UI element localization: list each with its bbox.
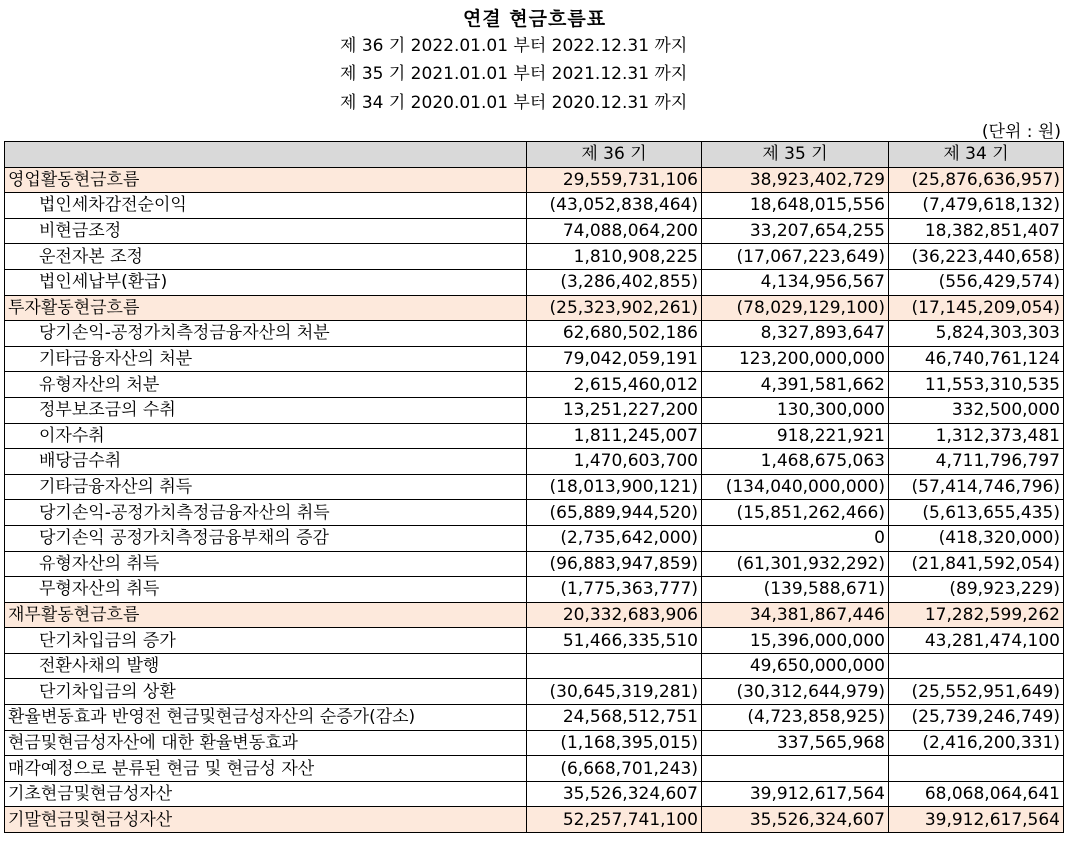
value-34: 46,740,761,124 (889, 346, 1064, 372)
value-34: (17,145,209,054) (889, 295, 1064, 321)
value-34: 4,711,796,797 (889, 449, 1064, 475)
table-row (5, 551, 1064, 577)
value-35: (30,312,644,979) (702, 679, 889, 705)
value-35 (702, 756, 889, 782)
value-35: 18,648,015,556 (702, 193, 889, 219)
table-row (5, 474, 1064, 500)
value-36: (30,645,319,281) (527, 679, 702, 705)
value-36: 51,466,335,510 (527, 628, 702, 654)
value-36: 1,811,245,007 (527, 423, 702, 449)
value-36: (6,668,701,243) (527, 756, 702, 782)
value-35: 4,134,956,567 (702, 269, 889, 295)
table-row (5, 372, 1064, 398)
value-35: (139,588,671) (702, 577, 889, 603)
value-35: 38,923,402,729 (702, 167, 889, 193)
header-label-col (5, 142, 527, 168)
row-label: 비현금조정 (5, 218, 527, 244)
value-36: (1,775,363,777) (527, 577, 702, 603)
value-35: 123,200,000,000 (702, 346, 889, 372)
value-35: 49,650,000,000 (702, 653, 889, 679)
row-label: 이자수취 (5, 423, 527, 449)
header-row (5, 142, 1064, 168)
value-35: (78,029,129,100) (702, 295, 889, 321)
value-34: (25,876,636,957) (889, 167, 1064, 193)
value-35: (15,851,262,466) (702, 500, 889, 526)
value-35: 1,468,675,063 (702, 449, 889, 475)
value-36: 29,559,731,106 (527, 167, 702, 193)
value-34: (36,223,440,658) (889, 244, 1064, 270)
header-col-35: 제 35 기 (702, 142, 889, 168)
value-35: 15,396,000,000 (702, 628, 889, 654)
row-label: 유형자산의 처분 (5, 372, 527, 398)
value-36: 35,526,324,607 (527, 781, 702, 807)
value-36: 20,332,683,906 (527, 602, 702, 628)
header-col-36: 제 36 기 (527, 142, 702, 168)
row-label: 기타금융자산의 처분 (5, 346, 527, 372)
value-34: 17,282,599,262 (889, 602, 1064, 628)
value-34: (418,320,000) (889, 525, 1064, 551)
table-row (5, 423, 1064, 449)
value-36: 1,810,908,225 (527, 244, 702, 270)
row-label: 기타금융자산의 취득 (5, 474, 527, 500)
value-34 (889, 653, 1064, 679)
row-label: 당기손익 공정가치측정금융부채의 증감 (5, 525, 527, 551)
value-36: (1,168,395,015) (527, 730, 702, 756)
header-col-34: 제 34 기 (889, 142, 1064, 168)
table-row (5, 807, 1064, 833)
value-34: 39,912,617,564 (889, 807, 1064, 833)
value-34: (7,479,618,132) (889, 193, 1064, 219)
table-row (5, 167, 1064, 193)
value-36: 62,680,502,186 (527, 321, 702, 347)
row-label: 당기손익-공정가치측정금융자산의 처분 (5, 321, 527, 347)
period-line-35: 제 35 기 2021.01.01 부터 2021.12.31 까지 (340, 64, 688, 84)
value-36: 52,257,741,100 (527, 807, 702, 833)
row-label: 영업활동현금흐름 (5, 167, 527, 193)
table-row (5, 781, 1064, 807)
value-36: 79,042,059,191 (527, 346, 702, 372)
value-35: 918,221,921 (702, 423, 889, 449)
value-35: (61,301,932,292) (702, 551, 889, 577)
row-label: 당기손익-공정가치측정금융자산의 취득 (5, 500, 527, 526)
period-line-36: 제 36 기 2022.01.01 부터 2022.12.31 까지 (340, 36, 688, 56)
value-36 (527, 653, 702, 679)
table-row (5, 628, 1064, 654)
row-label: 무형자산의 취득 (5, 577, 527, 603)
row-label: 기말현금및현금성자산 (5, 807, 527, 833)
table-row (5, 730, 1064, 756)
table-row (5, 756, 1064, 782)
value-34: 5,824,303,303 (889, 321, 1064, 347)
row-label: 현금및현금성자산에 대한 환율변동효과 (5, 730, 527, 756)
row-label: 단기차입금의 증가 (5, 628, 527, 654)
table-row (5, 500, 1064, 526)
table-row (5, 653, 1064, 679)
table-row (5, 218, 1064, 244)
value-35: 337,565,968 (702, 730, 889, 756)
row-label: 정부보조금의 수취 (5, 397, 527, 423)
table-row (5, 295, 1064, 321)
value-36: 1,470,603,700 (527, 449, 702, 475)
row-label: 환율변동효과 반영전 현금및현금성자산의 순증가(감소) (5, 705, 527, 731)
row-label: 운전자본 조정 (5, 244, 527, 270)
row-label: 재무활동현금흐름 (5, 602, 527, 628)
table-body (5, 167, 1064, 832)
value-35: 33,207,654,255 (702, 218, 889, 244)
value-34: (57,414,746,796) (889, 474, 1064, 500)
value-34: 1,312,373,481 (889, 423, 1064, 449)
value-34: (2,416,200,331) (889, 730, 1064, 756)
table-row (5, 449, 1064, 475)
value-36: (18,013,900,121) (527, 474, 702, 500)
table-row (5, 525, 1064, 551)
table-row (5, 679, 1064, 705)
table-row (5, 321, 1064, 347)
table-row (5, 269, 1064, 295)
value-35: (17,067,223,649) (702, 244, 889, 270)
value-34: (21,841,592,054) (889, 551, 1064, 577)
value-35: (4,723,858,925) (702, 705, 889, 731)
value-35: 8,327,893,647 (702, 321, 889, 347)
value-35: 34,381,867,446 (702, 602, 889, 628)
value-34: (25,552,951,649) (889, 679, 1064, 705)
value-34: (556,429,574) (889, 269, 1064, 295)
row-label: 매각예정으로 분류된 현금 및 현금성 자산 (5, 756, 527, 782)
value-35: 0 (702, 525, 889, 551)
value-36: (2,735,642,000) (527, 525, 702, 551)
value-35: (134,040,000,000) (702, 474, 889, 500)
value-36: (65,889,944,520) (527, 500, 702, 526)
value-35: 4,391,581,662 (702, 372, 889, 398)
table-row (5, 397, 1064, 423)
value-36: 74,088,064,200 (527, 218, 702, 244)
value-36: 24,568,512,751 (527, 705, 702, 731)
value-34: 43,281,474,100 (889, 628, 1064, 654)
statement-title: 연결 현금흐름표 (462, 8, 607, 30)
table-row (5, 244, 1064, 270)
period-line-34: 제 34 기 2020.01.01 부터 2020.12.31 까지 (340, 93, 688, 113)
unit-label: (단위 : 원) (981, 122, 1061, 142)
row-label: 유형자산의 취득 (5, 551, 527, 577)
row-label: 법인세납부(환급) (5, 269, 527, 295)
value-34: (89,923,229) (889, 577, 1064, 603)
table-row (5, 577, 1064, 603)
value-35: 35,526,324,607 (702, 807, 889, 833)
table-row (5, 346, 1064, 372)
table-row (5, 705, 1064, 731)
value-36: (25,323,902,261) (527, 295, 702, 321)
value-35: 39,912,617,564 (702, 781, 889, 807)
row-label: 투자활동현금흐름 (5, 295, 527, 321)
row-label: 법인세차감전순이익 (5, 193, 527, 219)
value-34: 18,382,851,407 (889, 218, 1064, 244)
value-34 (889, 756, 1064, 782)
value-36: 2,615,460,012 (527, 372, 702, 398)
table-row (5, 602, 1064, 628)
table-row (5, 193, 1064, 219)
row-label: 배당금수취 (5, 449, 527, 475)
value-34: 68,068,064,641 (889, 781, 1064, 807)
row-label: 단기차입금의 상환 (5, 679, 527, 705)
value-34: (25,739,246,749) (889, 705, 1064, 731)
value-34: 11,553,310,535 (889, 372, 1064, 398)
value-34: 332,500,000 (889, 397, 1064, 423)
value-36: 13,251,227,200 (527, 397, 702, 423)
row-label: 전환사채의 발행 (5, 653, 527, 679)
value-36: (43,052,838,464) (527, 193, 702, 219)
value-34: (5,613,655,435) (889, 500, 1064, 526)
row-label: 기초현금및현금성자산 (5, 781, 527, 807)
cash-flow-table (4, 141, 1064, 833)
value-36: (96,883,947,859) (527, 551, 702, 577)
value-36: (3,286,402,855) (527, 269, 702, 295)
value-35: 130,300,000 (702, 397, 889, 423)
